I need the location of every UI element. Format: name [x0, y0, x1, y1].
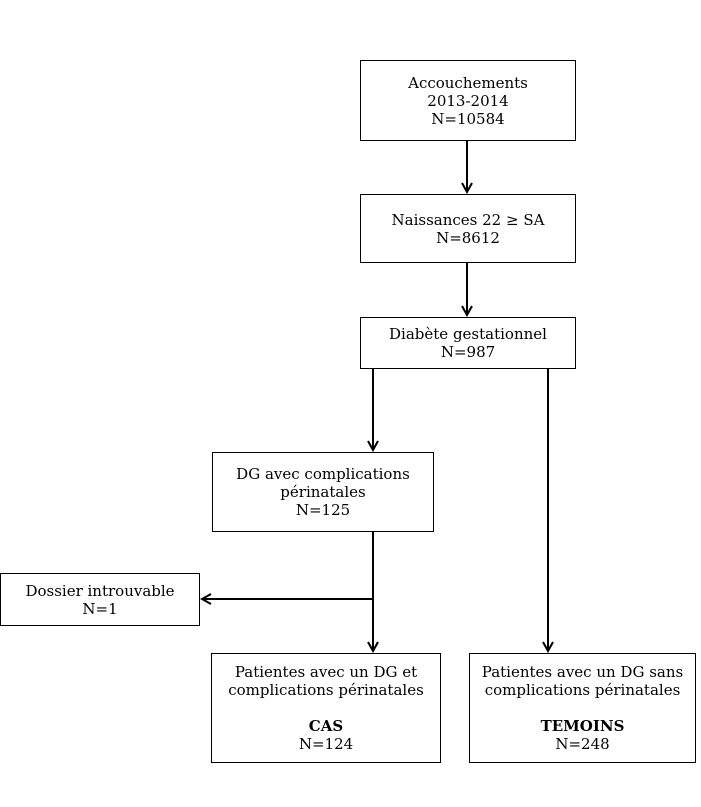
cas-line1: Patientes avec un DG et	[234, 663, 418, 681]
accouchements-count: N=10584	[431, 109, 505, 128]
box-dg-complications	[212, 452, 434, 532]
cas-count: N=124	[298, 735, 354, 753]
accouchements-period: 2013-2014	[427, 91, 509, 110]
box-cas	[211, 653, 441, 763]
dg-complications-line1: DG avec complications	[236, 465, 410, 483]
box-diabete-gestationnel	[360, 317, 576, 369]
cas-label: CAS	[308, 717, 344, 735]
dossier-count: N=1	[82, 599, 118, 618]
dg-complications-line2: périnatales	[280, 483, 366, 501]
diabete-count: N=987	[440, 343, 496, 361]
accouchements-label: Accouchements	[408, 73, 528, 92]
box-dossier-introuvable	[0, 573, 200, 626]
dossier-label: Dossier introuvable	[25, 581, 175, 600]
temoins-label: TEMOINS	[540, 717, 625, 735]
temoins-count: N=248	[555, 735, 610, 753]
temoins-line1: Patientes avec un DG sans	[481, 663, 684, 681]
box-accouchements	[360, 60, 576, 141]
diabete-label: Diabète gestationnel	[389, 325, 547, 343]
box-temoins	[469, 653, 696, 763]
dg-complications-count: N=125	[295, 501, 351, 519]
naissances-label: Naissances 22 ≥ SA	[391, 210, 545, 229]
box-naissances	[360, 194, 576, 263]
temoins-line2: complications périnatales	[484, 681, 681, 699]
naissances-count: N=8612	[436, 228, 500, 247]
cas-line2: complications périnatales	[228, 681, 424, 699]
